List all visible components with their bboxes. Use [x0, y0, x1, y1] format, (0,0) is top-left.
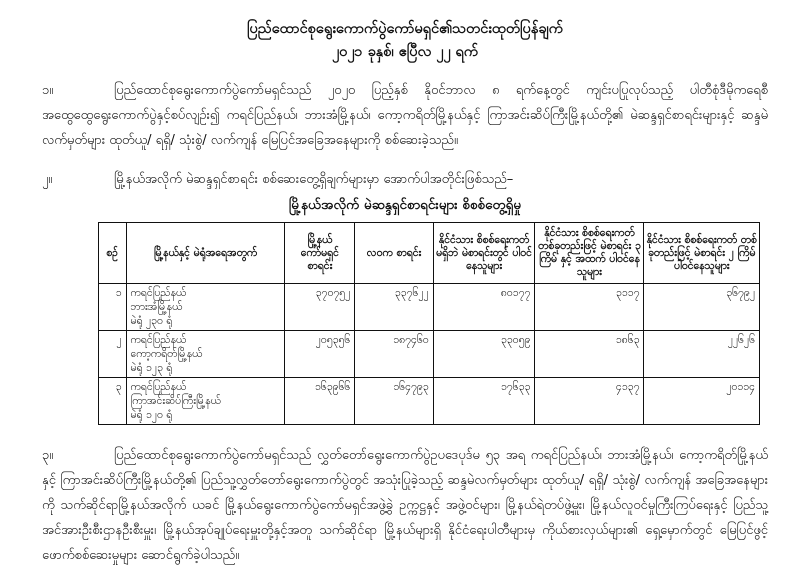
cell-three-or-more: ၁၈၆၃ — [535, 331, 644, 378]
cell-commission-list: ၂၀၅၃၅၆ — [285, 331, 355, 378]
table-row — [99, 331, 760, 378]
cell-no-card: ၈၀၁၇၇ — [433, 284, 535, 331]
cell-township — [126, 378, 285, 425]
paragraph-3 — [42, 443, 768, 568]
header-three-or-more: နိုင်ငံသား စိစစ်ရေးကတ် တစ်ခုတည်းဖြင့် မဲစာရင်း ၃ ကြိမ် နှင့် အထက် ပါဝင်နေသူများ — [535, 223, 644, 284]
cell-immigration-list: ၃၃၇၆၂၂ — [355, 284, 433, 331]
document-title: ပြည်ထောင်စုရွေးကောက်ပွဲကော်မရှင်၏သတင်းထုတ်ပြန်ချက် — [247, 21, 563, 37]
table-caption: မြို့နယ်အလိုက် မဲဆန္ဒရှင်စာရင်းများ စိစစ်တွေ့ရှိမှု — [288, 197, 522, 213]
paragraph-1-text: ပြည်ထောင်စုရွေးကောက်ပွဲကော်မရှင်သည် ၂၀၂၀ ပြည့်နှစ် နိုဝင်ဘာလ ၈ ရက်နေ့တွင် ကျင်းပပြုလုပ်သည့် ပါတီစုံဒီမိုကရေစီအထွေထွေရွေးကောက်ပွဲနှင့်စပ်လျဉ်း၍ ကရင်ပြည်နယ်၊ ဘားအံမြို့နယ်၊ ကော့ကရိတ်မြို့နယ်နှင့် ကြာအင်းဆိပ်ကြီးမြို့နယ်တို့၏ မဲဆန္ဒရှင်စာရင်းများနှင့် ဆန္ဒမဲလက်မှတ်များ ထုတ်ယူ/ ရရှိ/ သုံးစွဲ/ လက်ကျန် မြေပြင်အခြေအနေများကို စစ်ဆေးခဲ့သည်။ — [42, 83, 768, 148]
cell-commission-list: ၁၆၃၉၆၆ — [285, 378, 355, 425]
cell-no-card: ၁၇၆၃၃ — [433, 378, 535, 425]
cell-two-times: ၂၂၆၂၆ — [644, 331, 760, 378]
header-no-card: နိုင်ငံသား စိစစ်ရေးကတ် မရှိဘဲ မဲစာရင်းတွင် ပါဝင်နေသူများ — [433, 223, 535, 284]
document-date: ၂၀၂၁ ခုနှစ်၊ ဧပြီလ ၂၂ ရက် — [331, 44, 479, 60]
table-row — [99, 284, 760, 331]
cell-no-card: ၃၃၀၅၉ — [433, 331, 535, 378]
cell-two-times: ၂၀၁၁၄ — [644, 378, 760, 425]
paragraph-2-text: မြို့နယ်အလိုက် မဲဆန္ဒရှင်စာရင်း စစ်ဆေးတွေ့ရှိချက်များမှာ အောက်ပါအတိုင်းဖြစ်သည်– — [114, 172, 514, 187]
header-immigration-list: လဝက စာရင်း — [355, 223, 433, 284]
header-commission-list: မြို့နယ် ကော်မရှင် စာရင်း — [285, 223, 355, 284]
paragraph-1 — [42, 78, 768, 153]
paragraph-2 — [42, 167, 768, 192]
township-line: မဲရုံ ၁၂၃ ရုံ — [130, 362, 173, 374]
township-line: ကရင်ပြည်နယ် — [130, 381, 187, 393]
cell-serial: ၂ — [99, 331, 127, 378]
township-line: မဲရုံ ၁၂၀ ရုံ — [130, 409, 173, 421]
cell-serial: ၁ — [99, 284, 127, 331]
cell-township — [126, 331, 285, 378]
header-serial: စဉ် — [99, 223, 127, 284]
cell-three-or-more: ၄၁၃၇ — [535, 378, 644, 425]
paragraph-3-number: ၃။ — [42, 448, 54, 463]
paragraph-1-number: ၁။ — [42, 83, 54, 98]
cell-commission-list: ၃၇၀၇၅၂ — [285, 284, 355, 331]
paragraph-2-number: ၂။ — [42, 172, 53, 187]
table-header-row — [99, 223, 760, 284]
cell-three-or-more: ၃၁၁၇ — [535, 284, 644, 331]
paragraph-3-text: ပြည်ထောင်စုရွေးကောက်ပွဲကော်မရှင်သည် လွှတ်တော်ရွေးကောက်ပွဲဥပဒေပုဒ်မ ၅၃ အရ ကရင်ပြည်နယ်၊ ဘားအံမြို့နယ်၊ ကော့ကရိတ်မြို့နယ်နှင့် ကြာအင်းဆိပ်ကြီးမြို့နယ်တို့၏ ပြည်သူ့လွှတ်တော်ရွေးကောက်ပွဲတွင် အသုံးပြုခဲ့သည့် ဆန္ဒမဲလက်မှတ်များ ထုတ်ယူ/ ရရှိ/ သုံးစွဲ/ လက်ကျန် အခြေအနေများကို သက်ဆိုင်ရာမြို့နယ်အလိုက် ယခင် မြို့နယ်ရွေးကောက်ပွဲကော်မရှင်အဖွဲ့ခွဲ ဥက္ကဋ္ဌနှင့် အဖွဲ့ဝင်များ၊ မြို့နယ်ရဲတပ်ဖွဲ့မှူး၊ မြို့နယ်လူဝင်မှုကြီးကြပ်ရေးနှင့် ပြည်သူ့အင်အားဦးစီးဌာနဦးစီးမှူး၊ မြို့နယ်အုပ်ချုပ်ရေးမှူးတို့နှင့်အတူ သက်ဆိုင်ရာ မြို့နယ်များရှိ နိုင်ငံရေးပါတီများမှ ကိုယ်စားလှယ်များ၏ ရှေ့မှောက်တွင် မြေပြင်ဖွင့်ဖောက်စစ်ဆေးမှုများ ဆောင်ရွက်ခဲ့ပါသည်။ — [42, 448, 768, 563]
cell-immigration-list: ၁၈၇၄၆၀ — [355, 331, 433, 378]
township-line: ကရင်ပြည်နယ် — [130, 334, 187, 346]
header-township: မြို့နယ်နှင့် မဲရုံအရေအတွက် — [126, 223, 285, 284]
township-line: ကော့ကရိတ်မြို့နယ် — [130, 348, 203, 360]
header-two-times: နိုင်ငံသား စိစစ်ရေးကတ် တစ်ခုတည်းဖြင့် မဲစာရင်း ၂ ကြိမ် ပါဝင်နေသူများ — [644, 223, 760, 284]
township-line: ကြာအင်းဆိပ်ကြီးမြို့နယ် — [130, 395, 221, 407]
township-line: ကရင်ပြည်နယ် — [130, 287, 187, 299]
cell-two-times: ၃၆၇၉၂ — [644, 284, 760, 331]
voter-list-table — [98, 222, 760, 425]
township-line: ဘားအံမြို့နယ် — [130, 301, 183, 313]
table-row — [99, 378, 760, 425]
cell-immigration-list: ၁၆၄၇၉၃ — [355, 378, 433, 425]
township-line: မဲရုံ ၂၃၀ ရုံ — [130, 315, 173, 327]
cell-township — [126, 284, 285, 331]
cell-serial: ၃ — [99, 378, 127, 425]
